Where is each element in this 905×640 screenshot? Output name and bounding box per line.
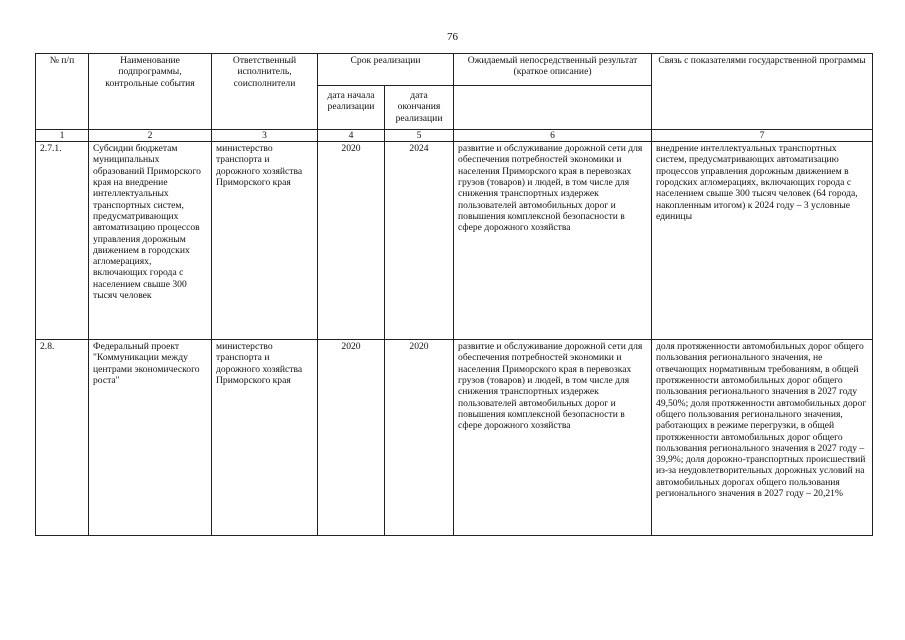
header-result-empty — [454, 86, 652, 130]
column-number: 4 — [318, 130, 385, 142]
row-end: 2024 — [385, 142, 454, 340]
program-table — [35, 53, 873, 536]
row-end: 2020 — [385, 340, 454, 536]
column-number: 1 — [36, 130, 89, 142]
column-number: 5 — [385, 130, 454, 142]
table-header-row — [36, 54, 873, 86]
row-executor: министерство транспорта и дорожного хозяйства Приморского края — [212, 142, 318, 340]
row-start: 2020 — [318, 340, 385, 536]
header-name: Наименование подпрограммы, контрольные события — [89, 54, 212, 130]
column-number: 3 — [212, 130, 318, 142]
row-result: развитие и обслуживание дорожной сети для обеспечения потребностей экономики и населения Приморского края в перевозках грузов (товаров) и людей, в том числе для снижения транспортных издержек пользователей автомобильных дорог и повышения комплексной безопасности в сфере дорожного хозяйства — [454, 142, 652, 340]
header-executor: Ответственный исполнитель, соисполнители — [212, 54, 318, 130]
row-name: Субсидии бюджетам муниципальных образований Приморского края на внедрение интеллектуальных транспортных систем, предусматривающих автоматизацию процессов управления дорожным движением в городских агломерациях, включающих города с населением свыше 300 тысяч человек — [89, 142, 212, 340]
row-start: 2020 — [318, 142, 385, 340]
header-link: Связь с показателями государственной программы — [652, 54, 873, 130]
row-name: Федеральный проект "Коммуникации между центрами экономического роста" — [89, 340, 212, 536]
row-link: доля протяженности автомобильных дорог общего пользования регионального значения, не отвечающих нормативным требованиям, в общей протяженности автомобильных дорог общего пользования регионального значения в 2027 году 49,50%; доля протяженности автомобильных дорог общего пользования регионального значения, работающих в режиме перегрузки, в общей протяженности автомобильных дорог общего пользования регионального значения в 2027 году – 39,9%; доля дорожно-транспортных происшествий из-за неудовлетворительных дорожных условий на автомобильных дорогах общего пользования регионального значения в 2027 году – 20,21% — [652, 340, 873, 536]
column-number: 6 — [454, 130, 652, 142]
header-end: дата окончания реализации — [385, 86, 454, 130]
row-link: внедрение интеллектуальных транспортных систем, предусматривающих автоматизацию процессов управления дорожным движением в городских агломерациях, включающих города с населением свыше 300 тысяч человек (64 города, накопленным итогом) к 2024 году – 3 условные единицы — [652, 142, 873, 340]
page-number: 76 — [447, 31, 458, 43]
table-row — [36, 142, 873, 340]
row-num: 2.7.1. — [36, 142, 89, 340]
table-row — [36, 340, 873, 536]
header-period: Срок реализации — [318, 54, 454, 86]
column-number: 2 — [89, 130, 212, 142]
row-num: 2.8. — [36, 340, 89, 536]
header-start: дата начала реализации — [318, 86, 385, 130]
row-executor: министерство транспорта и дорожного хозяйства Приморского края — [212, 340, 318, 536]
row-result: развитие и обслуживание дорожной сети для обеспечения потребностей экономики и населения Приморского края в перевозках грузов (товаров) и людей, в том числе для снижения транспортных издержек пользователей автомобильных дорог и повышения комплексной безопасности в сфере дорожного хозяйства — [454, 340, 652, 536]
header-num: № п/п — [36, 54, 89, 130]
column-number-row — [36, 130, 873, 142]
column-number: 7 — [652, 130, 873, 142]
header-result: Ожидаемый непосредственный результат (краткое описание) — [454, 54, 652, 86]
